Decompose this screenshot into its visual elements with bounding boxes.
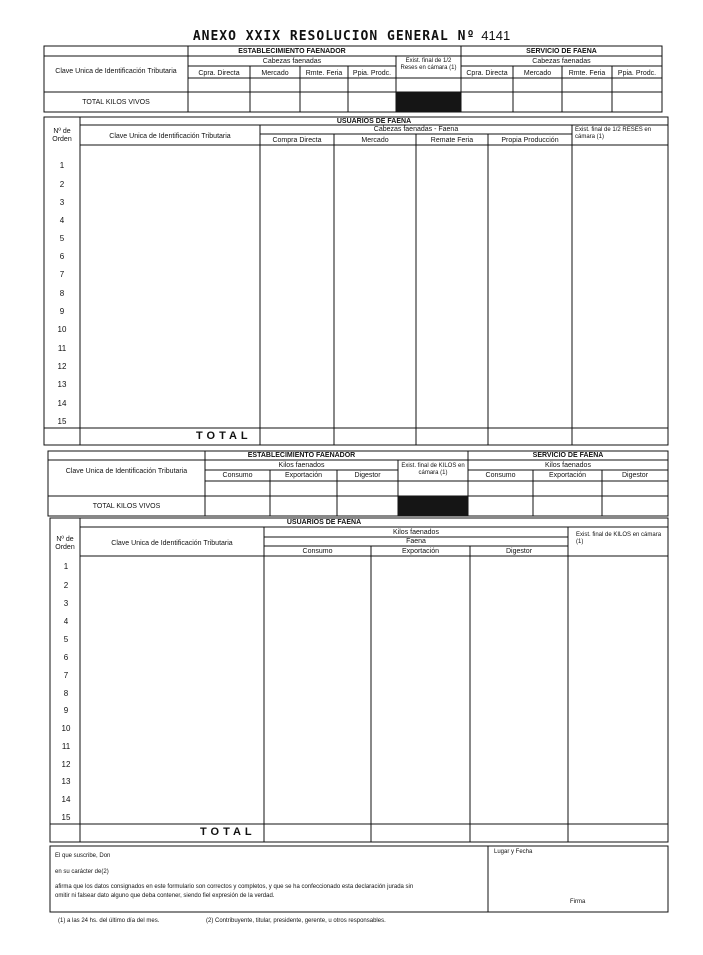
s2-col-propia: Propia Producción: [501, 137, 559, 144]
s1-exist-label: Exist. final de 1/2 Reses en cámara (1): [400, 58, 457, 71]
s3-kilos-label: Kilos faenados: [278, 462, 325, 469]
s4-row-number: 7: [63, 671, 69, 680]
decl-firma: Firma: [570, 899, 586, 905]
s2-row-number: 15: [57, 417, 67, 426]
s2-row-number: 2: [59, 180, 65, 189]
s4-row-number: 6: [63, 653, 69, 662]
s1-servicio-label: SERVICIO DE FAENA: [526, 48, 597, 55]
footnote-1: (1) a las 24 hs. del último día del mes.: [58, 918, 160, 924]
s2-row-number: 13: [57, 380, 67, 389]
s4-exist-label: Exist. final de KILOS en cámara (1): [576, 532, 662, 545]
s2-cabezas-label: Cabezas faenadas - Faena: [373, 126, 459, 133]
s3-col-exportacion: Exportación: [285, 472, 322, 479]
section4-frame: [50, 518, 668, 842]
s2-row-number: 8: [59, 289, 65, 298]
s1-cabezas-label: Cabezas faenadas: [262, 58, 322, 65]
s1-serv-col-cpra: Cpra. Directa: [466, 70, 508, 77]
s3-exist-label: Exist. final de KILOS en cámara (1): [401, 463, 465, 476]
s2-clave-label: Clave Unica de Identificación Tributaria: [109, 133, 231, 140]
s2-nro-label: Nº de Orden: [52, 128, 72, 143]
s4-row-number: 14: [61, 795, 71, 804]
s2-row-number: 6: [59, 252, 65, 261]
s4-row-number: 5: [63, 635, 69, 644]
decl-suscribe: El que suscribe, Don: [55, 853, 111, 859]
s3-servicio-label: SERVICIO DE FAENA: [532, 452, 604, 459]
s4-faena-label: Faena: [406, 538, 426, 545]
resolution-number: 4141: [481, 28, 511, 43]
section2-frame: [44, 117, 668, 445]
s3-serv-col-exportacion: Exportación: [549, 472, 586, 479]
s4-row-number: 9: [63, 706, 69, 715]
s4-kilos-label: Kilos faenados: [393, 529, 439, 536]
s4-usuarios-label: USUARIOS DE FAENA: [286, 519, 362, 526]
s4-col-exportacion: Exportación: [402, 548, 439, 555]
s2-row-number: 3: [59, 198, 65, 207]
s4-col-consumo: Consumo: [302, 548, 333, 555]
s2-row-number: 14: [57, 399, 67, 408]
s1-col-mercado: Mercado: [261, 70, 289, 77]
s2-total-label: TOTAL: [196, 430, 252, 442]
s1-serv-col-rmte: Rmte. Feria: [568, 70, 606, 77]
s3-col-consumo: Consumo: [222, 472, 253, 479]
s1-estab-label: ESTABLECIMIENTO FAENADOR: [238, 48, 346, 55]
s1-col-rmte: Rmte. Feria: [305, 70, 343, 77]
s4-row-number: 3: [63, 599, 69, 608]
s4-row-number: 8: [63, 689, 69, 698]
s1-clave-label: Clave Unica de Identificación Tributaria: [55, 68, 177, 75]
s2-row-number: 7: [59, 270, 65, 279]
s4-nro-label: Nº de Orden: [55, 536, 75, 551]
s2-usuarios-label: USUARIOS DE FAENA: [336, 118, 412, 125]
s4-row-number: 12: [61, 760, 71, 769]
s3-estab-label: ESTABLECIMIENTO FAENADOR: [247, 452, 356, 459]
s4-row-number: 4: [63, 617, 69, 626]
s4-row-number: 2: [63, 581, 69, 590]
s2-row-number: 10: [57, 325, 67, 334]
s1-col-ppia: Ppia. Prodc.: [352, 70, 392, 77]
s2-row-number: 12: [57, 362, 67, 371]
decl-afirma: afirma que los datos consignados en este formulario son correctos y completos, y que se ha confeccionado esta declaración jurada sin: [55, 884, 414, 890]
s1-serv-col-ppia: Ppia. Prodc.: [617, 70, 657, 77]
s3-total-kilos-label: TOTAL KILOS VIVOS: [92, 503, 161, 510]
s4-row-number: 13: [61, 777, 71, 786]
s3-kilos-label-servicio: Kilos faenados: [545, 462, 591, 469]
section1-shaded-cell: [396, 92, 461, 112]
s1-serv-col-mercado: Mercado: [523, 70, 552, 77]
s4-row-number: 11: [61, 742, 71, 751]
s2-col-remate: Remate Feria: [430, 137, 474, 144]
s2-row-number: 9: [59, 307, 65, 316]
s2-col-mercado: Mercado: [361, 137, 389, 144]
decl-lugar-fecha: Lugar y Fecha: [494, 849, 533, 855]
decl-caracter: en su carácter de(2): [55, 869, 109, 875]
s3-serv-col-digestor: Digestor: [621, 472, 649, 479]
s2-row-number: 4: [59, 216, 65, 225]
s4-row-number: 1: [63, 562, 69, 571]
s4-clave-label: Clave Unica de Identificación Tributaria: [111, 540, 233, 547]
s4-col-digestor: Digestor: [505, 548, 533, 555]
s2-row-number: 5: [59, 234, 65, 243]
s3-serv-col-consumo: Consumo: [485, 472, 516, 479]
form-title-text: ANEXO XXIX RESOLUCION GENERAL Nº: [192, 29, 476, 44]
s2-row-number: 11: [57, 344, 67, 353]
s3-clave-label: Clave Unica de Identificación Tributaria: [65, 468, 188, 475]
s1-total-kilos-label: TOTAL KILOS VIVOS: [82, 99, 150, 106]
s4-row-number: 10: [61, 724, 71, 733]
s2-col-compra: Compra Directa: [272, 137, 322, 144]
s4-total-label: TOTAL: [200, 826, 256, 838]
s1-col-cpra: Cpra. Directa: [198, 70, 240, 77]
decl-omitir: omitir ni falsear dato alguno que deba contener, siendo fiel expresión de la verdad.: [55, 893, 275, 899]
section3-shaded-cell: [398, 496, 468, 516]
s3-col-digestor: Digestor: [354, 472, 381, 479]
s2-row-number: 1: [59, 161, 65, 170]
s2-exist-label: Exist. final de 1/2 RESES en cámara (1): [575, 127, 652, 140]
s4-row-number: 15: [61, 813, 71, 822]
s1-cabezas-label-servicio: Cabezas faenadas: [532, 58, 591, 65]
footnote-2: (2) Contribuyente, titular, presidente, gerente, u otros responsables.: [206, 918, 386, 924]
